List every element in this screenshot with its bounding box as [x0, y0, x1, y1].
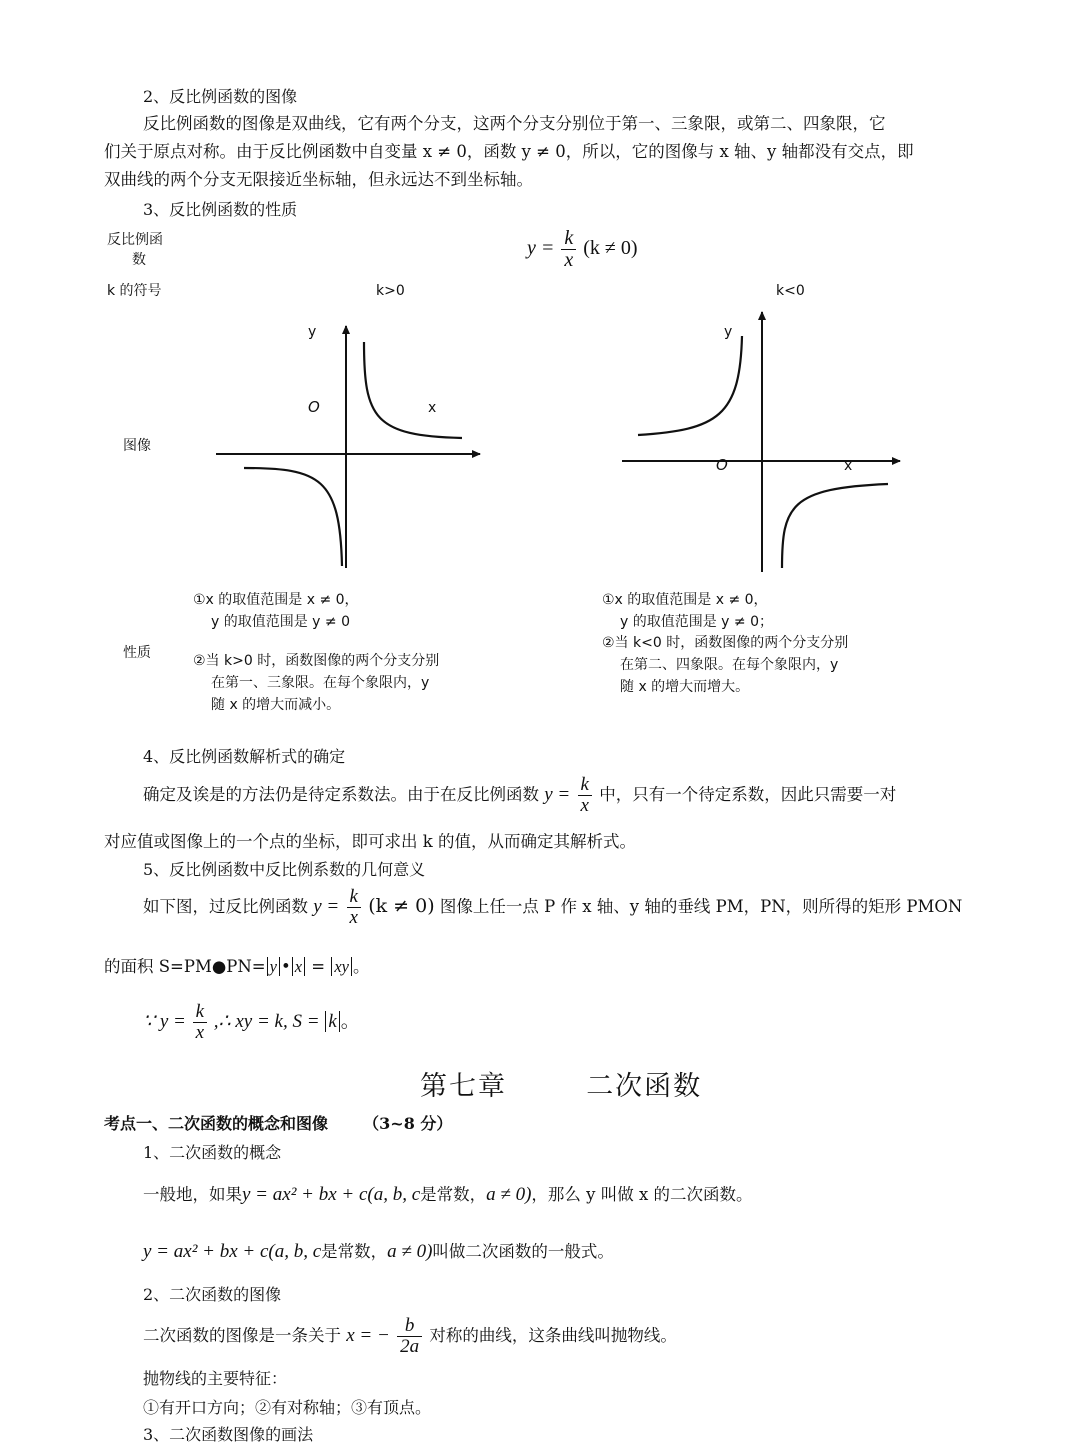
section-heading-5: 5、反比例函数中反比例系数的几何意义	[143, 860, 426, 879]
graph-k-positive	[210, 318, 490, 570]
features-list: ①有开口方向；②有对称轴；③有顶点。	[143, 1398, 432, 1417]
features-title: 抛物线的主要特征：	[143, 1369, 288, 1388]
row-label-graph: 图像	[123, 438, 151, 454]
general-form-line: y = ax² + bx + c(a, b, c是常数，a ≠ 0)叫做二次函数的一般式。	[143, 1241, 614, 1262]
column-header-k-negative: k<0	[776, 283, 805, 299]
origin-label: O	[308, 398, 320, 416]
key-point-title: 考点一、二次函数的概念和图像 （3~8 分）	[104, 1114, 453, 1133]
curve-branch-second-quadrant	[638, 336, 742, 435]
section-heading-3: 3、反比例函数的性质	[143, 200, 298, 219]
paragraph-line: 反比例函数的图像是双曲线，它有两个分支，这两个分支分别位于第一、三象限，或第二、四象限，它	[143, 114, 886, 133]
property-line: y 的取值范围是 y ≠ 0；	[620, 614, 774, 630]
axis-label-y: y	[308, 324, 317, 340]
formula-inverse-function: y = $\frac{k}{x}$ (k ≠ 0)	[527, 227, 638, 271]
paragraph-line: 们关于原点对称。由于反比例函数中自变量 x ≠ 0，函数 y ≠ 0，所以，它的图像与 x 轴、y 轴都没有交点，即	[104, 142, 914, 161]
section-heading-2: 2、反比例函数的图像	[143, 87, 298, 106]
graph-k-negative	[618, 306, 908, 576]
property-line: 随 x 的增大而减小。	[211, 697, 341, 713]
property-line: ①x 的取值范围是 x ≠ 0，	[193, 592, 359, 608]
row-label-properties: 性质	[123, 645, 151, 661]
chapter-title: 第七章 二次函数	[420, 1071, 703, 1102]
axis-label-x: x	[428, 400, 437, 416]
paragraph-line: 如下图，过反比例函数 y = $\frac{k}{x}$ (k ≠ 0) 图像上任一点 P 作 x 轴、y 轴的垂线 PM，PN，则所得的矩形 PMON	[143, 886, 963, 928]
property-line: 在第二、四象限。在每个象限内，y	[620, 657, 839, 673]
origin-label: O	[716, 456, 728, 474]
axis-label-y: y	[724, 324, 733, 340]
axis-label-x: x	[844, 458, 853, 474]
property-line: 在第一、三象限。在每个象限内，y	[211, 675, 430, 691]
paragraph-line: 确定及诶是的方法仍是待定系数法。由于在反比例函数 y = $\frac{k}{x}$ 中，只有一个待定系数，因此只需要一对	[143, 774, 897, 816]
area-formula-line: 的面积 S=PM●PN= y • x = xy 。	[104, 957, 370, 976]
subsection-heading-3: 3、二次函数图像的画法	[143, 1425, 314, 1444]
axis-of-symmetry-line: 二次函数的图像是一条关于 x = − $\frac{b}{2a}$ 对称的曲线，这条曲线叫抛物线。	[143, 1315, 677, 1357]
property-line: ①x 的取值范围是 x ≠ 0，	[602, 592, 768, 608]
curve-branch-third-quadrant	[244, 468, 342, 566]
property-line: y 的取值范围是 y ≠ 0	[211, 614, 351, 630]
paragraph-line: 双曲线的两个分支无限接近坐标轴，但永远达不到坐标轴。	[104, 170, 533, 189]
curve-branch-fourth-quadrant	[782, 484, 888, 568]
property-line: ②当 k>0 时，函数图像的两个分支分别	[193, 653, 440, 669]
row-label-function: 反比例函 数	[107, 232, 163, 268]
row-label-sign: k 的符号	[107, 283, 162, 299]
since-formula-line: ∵ y = $\frac{k}{x}$ ,∴ xy = k, S = k 。	[143, 1001, 360, 1043]
column-header-k-positive: k>0	[376, 283, 405, 299]
curve-branch-first-quadrant	[364, 342, 462, 438]
property-line: ②当 k<0 时，函数图像的两个分支分别	[602, 635, 849, 651]
definition-line: 一般地，如果y = ax² + bx + c(a, b, c是常数，a ≠ 0)，那么 y 叫做 x 的二次函数。	[143, 1184, 753, 1205]
property-line: 随 x 的增大而增大。	[620, 679, 750, 695]
section-heading-4: 4、反比例函数解析式的确定	[143, 747, 346, 766]
subsection-heading-1: 1、二次函数的概念	[143, 1143, 282, 1162]
subsection-heading-2: 2、二次函数的图像	[143, 1285, 282, 1304]
paragraph-line: 对应值或图像上的一个点的坐标，即可求出 k 的值，从而确定其解析式。	[104, 832, 636, 851]
